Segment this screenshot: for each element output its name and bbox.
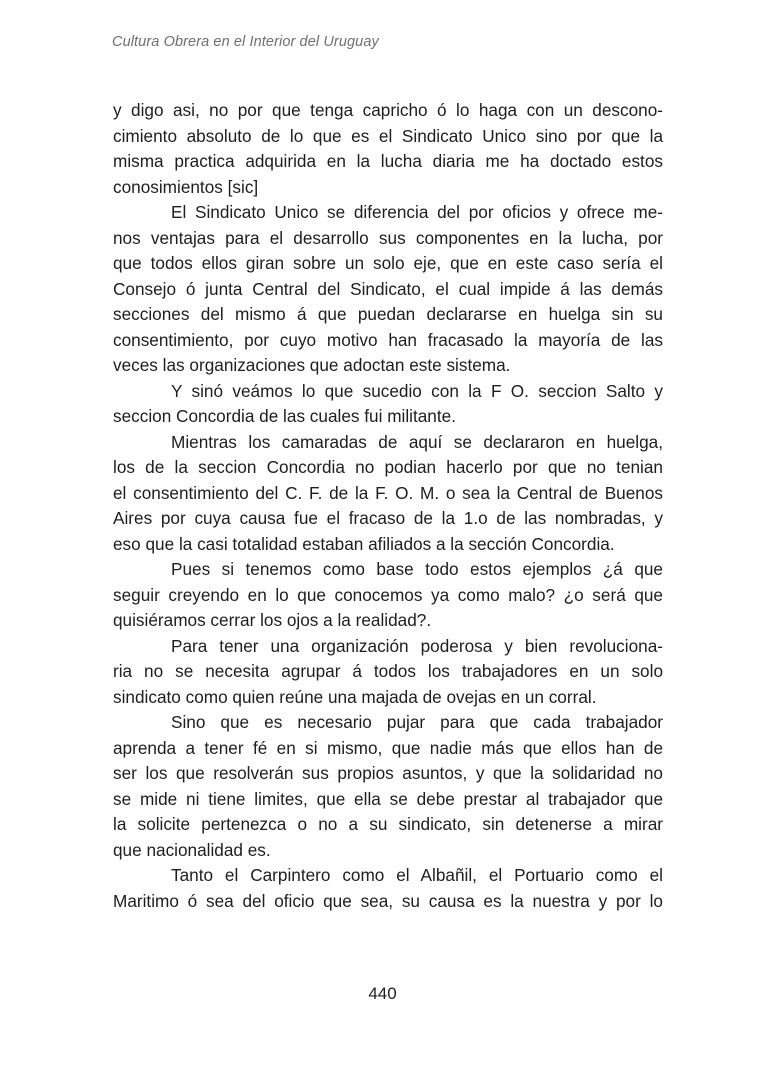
running-header: Cultura Obrera en el Interior del Uruguay (112, 34, 379, 50)
text-line: Aires por cuya causa fue el fracaso de la 1.o de las nombradas, y (113, 508, 663, 528)
text-line: ria no se necesita agrupar á todos los trabajadores en un solo (113, 661, 663, 681)
text-line: aprenda a tener fé en si mismo, que nadie más que ellos han de (113, 737, 663, 758)
text-line: seccion Concordia de las cuales fui militante. (113, 406, 456, 426)
text-line: el consentimiento del C. F. de la F. O. M. o sea la Central de Buenos (113, 482, 663, 503)
text-line: Y sinó veámos lo que sucedio con la F O. seccion Salto y (171, 380, 663, 401)
text-line: conosimientos [sic] (113, 176, 259, 197)
text-line: misma practica adquirida en la lucha diaria me ha doctado estos (113, 151, 663, 171)
text-line: la solicite pertenezca o no a su sindicato, sin detenerse a mirar (113, 814, 663, 834)
page-number: 440 (368, 984, 397, 1003)
text-line: Sino que es necesario pujar para que cada trabajador (171, 712, 663, 732)
text-line: seguir creyendo en lo que conocemos ya como malo? ¿o será que (113, 584, 663, 605)
text-line: Pues si tenemos como base todo estos ejemplos ¿á que (171, 559, 663, 579)
text-line: ser los que resolverán sus propios asuntos, y que la solidaridad no (113, 763, 663, 783)
text-line: eso que la casi totalidad estaban afiliados a la sección Concordia. (113, 533, 615, 554)
text-line: que nacionalidad es. (113, 839, 271, 860)
text-line: quisiéramos cerrar los ojos a la realidad?. (113, 610, 432, 630)
text-line: Para tener una organización poderosa y bien revoluciona- (171, 635, 663, 656)
text-line: Mientras los camaradas de aquí se declararon en huelga, (171, 431, 663, 452)
text-line: El Sindicato Unico se diferencia del por oficios y ofrece me- (171, 202, 663, 222)
body-text (113, 98, 663, 914)
text-line: secciones del mismo á que puedan declararse en huelga sin su (113, 304, 663, 324)
text-line: Consejo ó junta Central del Sindicato, el cual impide á las demás (113, 278, 663, 299)
text-line: Tanto el Carpintero como el Albañil, el Portuario como el (171, 865, 663, 885)
text-line: veces las organizaciones que adoctan este sistema. (113, 355, 511, 375)
text-line: que todos ellos giran sobre un solo eje, que en este caso sería el (113, 253, 663, 273)
text-line: se mide ni tiene limites, que ella se debe prestar al trabajador que (113, 788, 663, 809)
text-line: nos ventajas para el desarrollo sus componentes en la lucha, por (113, 227, 663, 248)
text-line: sindicato como quien reúne una majada de ovejas en un corral. (113, 686, 597, 707)
text-line: y digo asi, no por que tenga capricho ó lo haga con un descono- (113, 100, 663, 120)
text-line: Maritimo ó sea del oficio que sea, su causa es la nuestra y por lo (113, 890, 663, 911)
text-line: los de la seccion Concordia no podian hacerlo por que no tenian (113, 457, 663, 477)
text-line: cimiento absoluto de lo que es el Sindicato Unico sino por que la (113, 125, 663, 146)
text-line: consentimiento, por cuyo motivo han fracasado la mayoría de las (113, 329, 663, 350)
